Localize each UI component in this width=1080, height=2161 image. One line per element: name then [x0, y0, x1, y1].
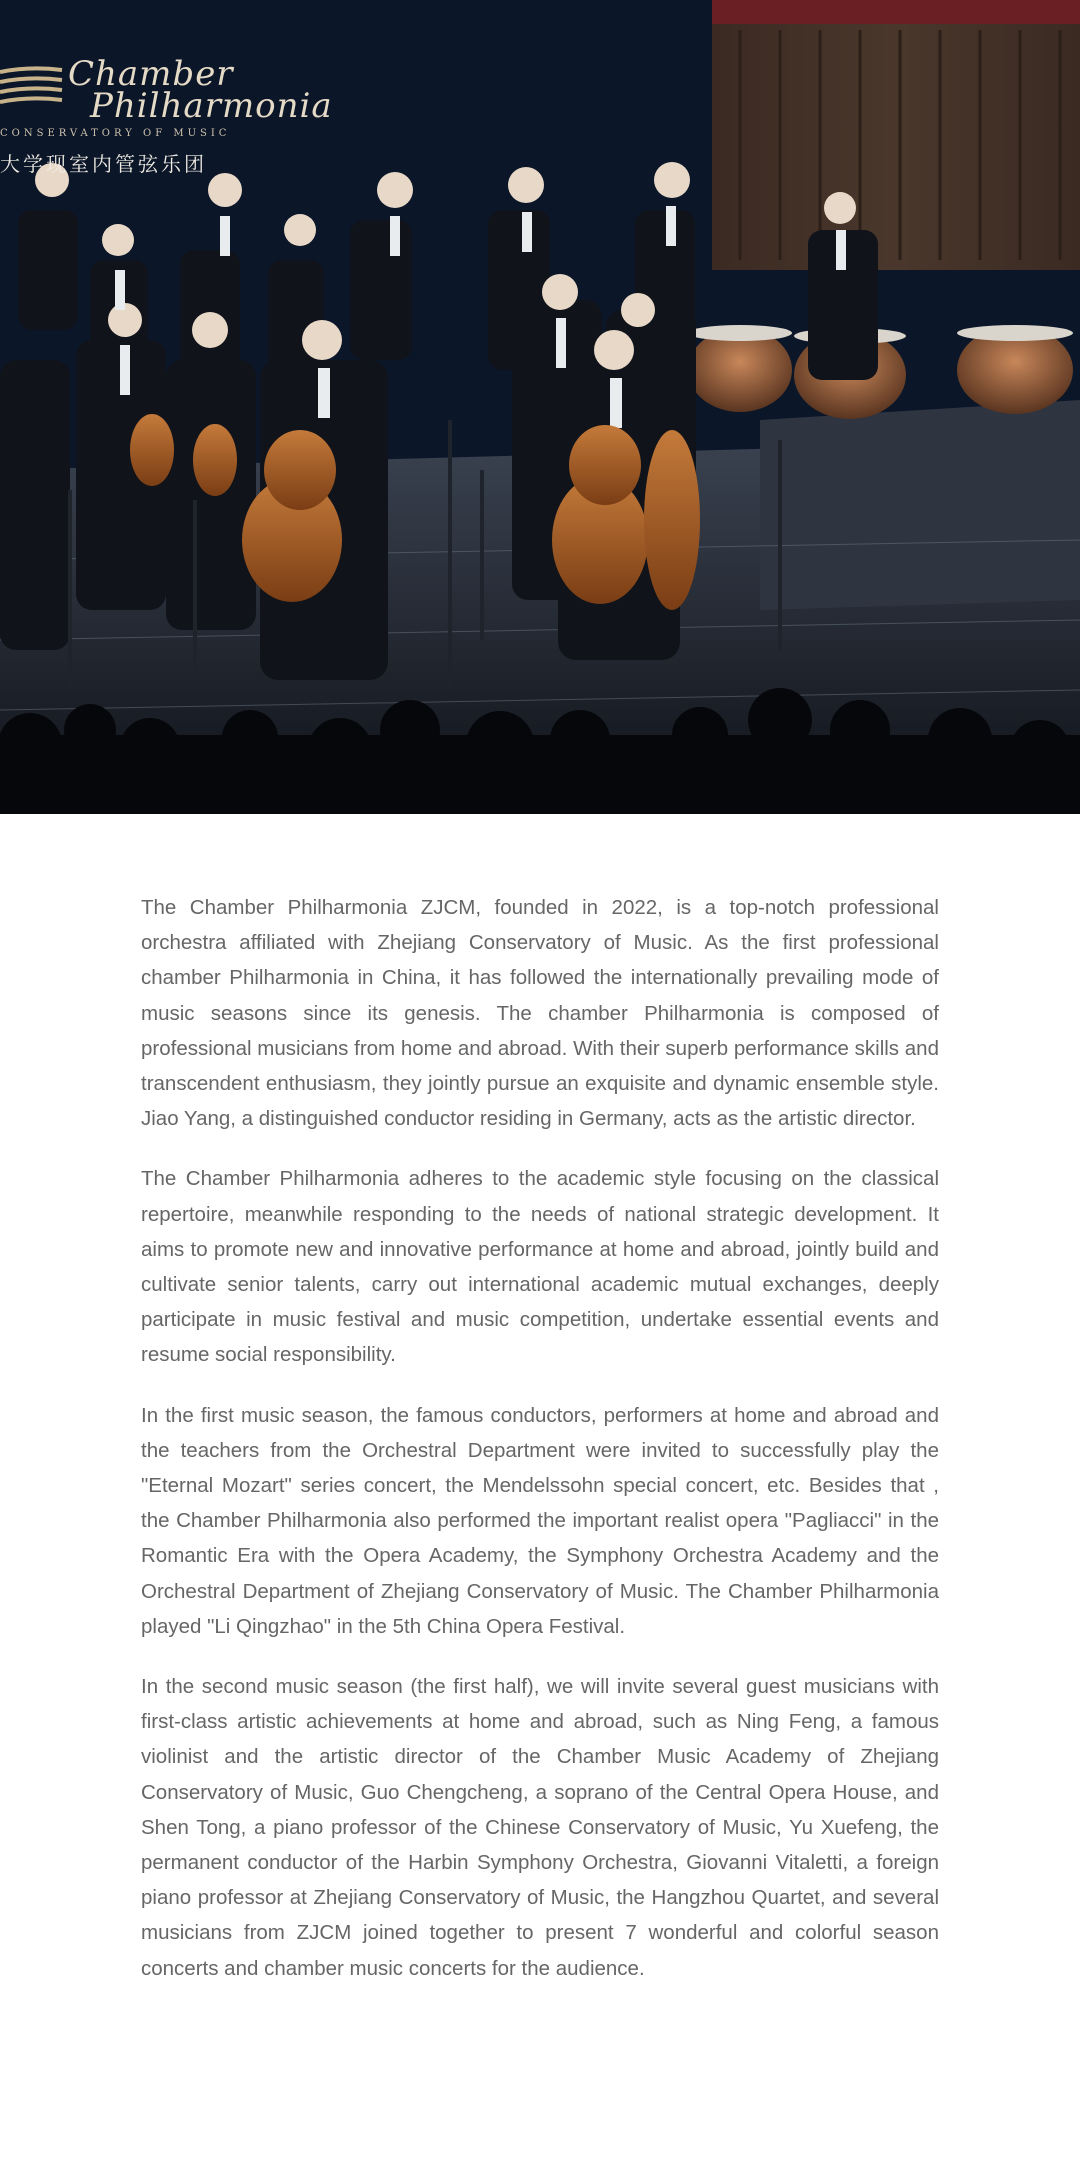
chamber-philharmonia-logo: [0, 54, 333, 178]
logo-stripes-icon: [0, 66, 70, 112]
paragraph-second-season: In the second music season (the first half), we will invite several guest musicians with first-class artistic achievements at home and abroad, such as Ning Feng, a famous violinist and the artistic director of the Chamber Music Academy of Zhejiang Conservatory of Music, Guo Chengcheng, a soprano of the Central Opera House, and Shen Tong, a piano professor of the Chinese Conservatory of Music, Yu Xuefeng, the permanent conductor of the Harbin Symphony Orchestra, Giovanni Vitaletti, a foreign piano professor at Zhejiang Conservatory of Music, the Hangzhou Quartet, and several musicians from ZJCM joined together to present 7 wonderful and colorful season concerts and chamber music concerts for the audience.: [141, 1675, 939, 1980]
logo-chinese-name: 大学现室内管弦乐团: [0, 152, 207, 176]
paragraph-first-season: In the first music season, the famous conductors, performers at home and abroad and the teachers from the Orchestral Department were invited to successfully play the "Eternal Mozart" series concert, the Mendelssohn special concert, etc. Besides that , the Chamber Philharmonia also performed the important realist opera "Pagliacci" in the Romantic Era with the Opera Academy, the Symphony Orchestra Academy and the Orchestral Department of Zhejiang Conservatory of Music. The Chamber Philharmonia played "Li Qingzhao" in the 5th China Opera Festival.: [141, 1403, 939, 1638]
paragraph-intro: The Chamber Philharmonia ZJCM, founded in 2022, is a top-notch professional orchestra affiliated with Zhejiang Conservatory of Music. As the first professional chamber Philharmonia in China, it has followed the internationally prevailing mode of music seasons since its genesis. The chamber Philharmonia is composed of professional musicians from home and abroad. With their superb performance skills and transcendent enthusiasm, they jointly pursue an exquisite and dynamic ensemble style. Jiao Yang, a distinguished conductor residing in Germany, acts as the artistic director.: [141, 896, 939, 1131]
logo-word-chamber: Chamber: [68, 54, 234, 94]
logo-wordmark: [68, 54, 333, 126]
hero-photo: [0, 0, 1080, 814]
logo-word-philharmonia: Philharmonia: [90, 86, 333, 126]
logo-subtitle: CONSERVATORY OF MUSIC: [0, 128, 231, 139]
paragraph-mission: The Chamber Philharmonia adheres to the academic style focusing on the classical repertoire, meanwhile responding to the needs of national strategic development. It aims to promote new and innovative performance at home and abroad, jointly build and cultivate senior talents, carry out international academic mutual exchanges, deeply participate in music festival and music competition, undertake essential events and resume social responsibility.: [141, 1167, 939, 1367]
article-body: [141, 890, 939, 2011]
